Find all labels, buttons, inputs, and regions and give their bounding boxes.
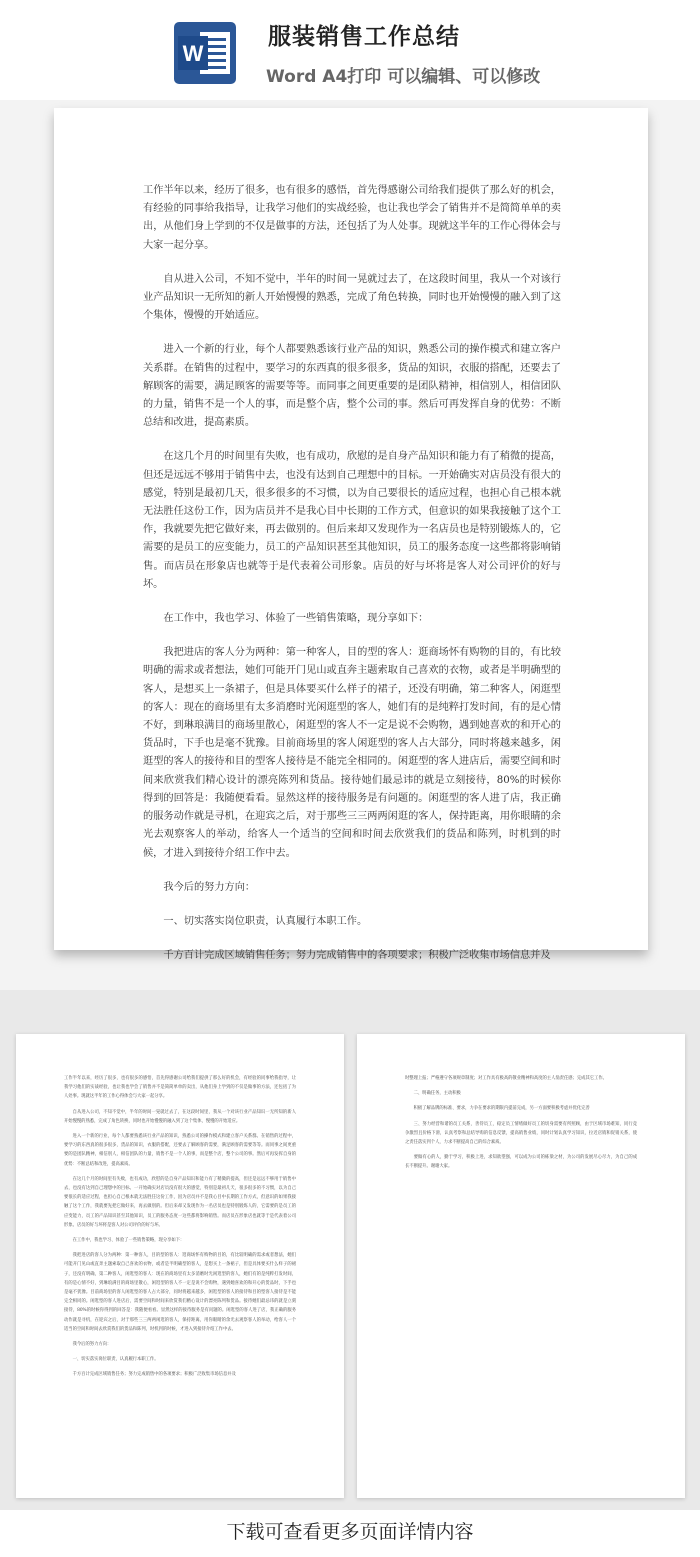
document-title: 服装销售工作总结 xyxy=(268,24,460,50)
header xyxy=(0,0,700,100)
paragraph: 积极了解品牌的标准、要求，力争在要求的期限内提前完成，另一方面要积极考虑并优化完善 xyxy=(413,1106,590,1112)
paragraph: 千方百计完成区域销售任务；努力完成销售中的各项要求；积极广泛收集市场信息并及 xyxy=(163,950,551,962)
page-thumbnail-2[interactable] xyxy=(357,1034,685,1498)
paragraph: 我把进店的客人分为两种：第一种客人，目的型的客人：逛商场怀有购物的目的，有比较明确的需求或者想法，她们可能开门见山或直奔主题索取自己喜欢的衣物，或者是半明确型的客人，是想买上一条裙子，但是具体要买什么样子的裙子，还没有明确，第二种客人，闲逛型的客人：现在的商场里有太多消磨时光闲逛型的客人，她们有的是纯粹打发时间，有的是心情不好，到琳琅满目的商场里散心，闲逛型的客人不一定是说不会购物，遇到她喜欢的和开心的货品时，下手也是毫不犹豫。目前商场里的客人闲逛型的客人占大部分，同时将越来越多，闲逛型的客人的接待和目的型客人接待是不能完全相同的。闲逛型的客人进店后，需要空间和时间来欣赏我们精心设计的漂亮陈列和货品。接待她们最忌讳的就是立刻接待，80%的时候你得到的回答是：我随便看看。显然这样的接待服务是有问题的。闲逛型的客人进了店，我正确的服务动作就是寻机，在迎宾之后，对于那些三三两两闲逛的客人，保持距离，用你眼睛的余光去观察客人的举动，给客人一个适当的空间和时间去欣赏我们的货品和陈列，时机到的时候，才进入到接待介绍工作中去。 xyxy=(143,647,561,859)
paragraph: 二、明确任务，主动积极 xyxy=(413,1091,461,1097)
thumbnail-body xyxy=(405,1074,637,1178)
paragraph: 一、切实落实岗位职责，认真履行本职工作。 xyxy=(163,915,368,927)
document-page-preview xyxy=(54,108,648,962)
paragraph: 我今后的努力方向： xyxy=(72,1342,112,1348)
download-more-link[interactable]: 下载可查看更多页面详情内容 xyxy=(226,1521,474,1543)
paragraph: 自从进入公司，不知不觉中，半年的时间一晃就过去了，在这段时间里，我从一个对该行业产品知识一无所知的新人开始慢慢的熟悉，完成了角色转换，同时也开始慢慢的融入到了这个集体，慢慢的开始适应。 xyxy=(64,1109,296,1124)
paragraph: 一、切实落实岗位职责，认真履行本职工作。 xyxy=(72,1357,159,1363)
paragraph: 我今后的努力方向： xyxy=(163,881,256,893)
paragraph: 我把进店的客人分为两种：第一种客人，目的型的客人：逛商场怀有购物的目的，有比较明确的需求或者想法，她们可能开门见山或直奔主题索取自己喜欢的衣物，或者是半明确型的客人，是想买上一条裙子，但是具体要买什么样子的裙子，还没有明确，第二种客人，闲逛型的客人：现在的商场里有太多消磨时光闲逛型的客人，她们有的是纯粹打发时间，有的是心情不好，到琳琅满目的商场里散心，闲逛型的客人不一定是说不会购物，遇到她喜欢的和开心的货品时，下手也是毫不犹豫。目前商场里的客人闲逛型的客人占大部分，同时将越来越多，闲逛型的客人的接待和目的型客人接待是不能完全相同的。闲逛型的客人进店后，需要空间和时间来欣赏我们精心设计的漂亮陈列和货品。接待她们最忌讳的就是立刻接待，80%的时候你得到的回答是：我随便看看。显然这样的接待服务是有问题的。闲逛型的客人进了店，我正确的服务动作就是寻机，在迎宾之后，对于那些三三两两闲逛的客人，保持距离，用你眼睛的余光去观察客人的举动，给客人一个适当的空间和时间去欣赏我们的货品和陈列，时机到的时候，才进入到接待介绍工作中去。 xyxy=(64,1253,296,1332)
paragraph: 在这几个月的时间里有失败，也有成功，欣慰的是自身产品知识和能力有了稍微的提高，但还是远远不够用于销售中去，也没有达到自己理想中的目标。一开始确实对店员没有很大的感觉，特别是最初几天，很多很多的不习惯，以为自己要很长的适应过程，也担心自己根本就无法胜任这份工作，因为店员并不是我心目中长期的工作方式，但意识的如果我接触了这个工作，我就要先把它做好来，再去做别的。但后来却又发现作为一名店员也是特别锻炼人的，它需要的是员工的应变能力，员工的产品知识甚至其他知识，员工的服务态度一这些都将影响销售。而店员在形象店也就等于是代表着公司形象。店员的好与坏将是客人对公司评价的好与坏。 xyxy=(143,451,561,590)
paragraph: 千方百计完成区域销售任务；努力完成销售中的各项要求；积极广泛收集市场信息并及 xyxy=(72,1372,236,1378)
document-subtitle: Word A4打印 可以编辑、可以修改 xyxy=(266,67,541,87)
svg-text:W: W xyxy=(182,41,204,66)
paragraph: 工作半年以来，经历了很多，也有很多的感悟，首先得感谢公司给我们提供了那么好的机会，有经验的同事给我指导，让我学习他们的实战经验，也让我也学会了销售并不是简简单单的卖出，从他们身上学到的不仅是做事的方法，还包括了为人处事。现就这半年的工作心得体会与大家一起分享。 xyxy=(64,1076,296,1100)
paragraph: 在工作中，我也学习、体验了一些销售策略，现分享如下： xyxy=(72,1238,185,1244)
word-document-icon xyxy=(172,20,238,86)
paragraph: 要做有心的人，勤于学习，积极上进，求知欲望强，可以成为公司的栋梁之材，为公司的发展尽心尽力，为自己的成长不断提升。谢谢大家。 xyxy=(405,1155,637,1170)
thumbnail-body xyxy=(64,1074,296,1386)
paragraph: 工作半年以来，经历了很多，也有很多的感悟，首先得感谢公司给我们提供了那么好的机会，有经验的同事给我指导，让我学习他们的实战经验，也让我也学会了销售并不是简简单单的卖出，从他们身上学到的不仅是做事的方法，还包括了为人处事。现就这半年的工作心得体会与大家一起分享。 xyxy=(143,185,561,251)
paragraph: 三、努力经营和谐的员工关系，善待员工，稳定员工情绪做好员工的切身需要有所照顾，由于区域市场难知，同行竞争激烈且价格下滑，认真考察和总结导购的信息反馈，提高销售业绩，同时计划认真学习知识，拉近店销和促销关系，使之责任落实到个人，力求不断提高自己的综合素质。 xyxy=(405,1121,637,1146)
document-body xyxy=(143,182,561,981)
paragraph: 在这几个月的时间里有失败，也有成功，欣慰的是自身产品知识和能力有了稍微的提高，但还是远远不够用于销售中去，也没有达到自己理想中的目标。一开始确实对店员没有很大的感觉，特别是最初几天，很多很多的不习惯，以为自己要很长的适应过程，也担心自己根本就无法胜任这份工作，因为店员并不是我心目中长期的工作方式，但意识的如果我接触了这个工作，我就要先把它做好来，再去做别的。但后来却又发现作为一名店员也是特别锻炼人的，它需要的是员工的应变能力，员工的产品知识甚至其他知识，员工的服务态度一这些都将影响销售。而店员在形象店也就等于是代表着公司形象。店员的好与坏将是客人对公司评价的好与坏。 xyxy=(64,1176,296,1228)
paragraph: 进入一个新的行业，每个人都要熟悉该行业产品的知识，熟悉公司的操作模式和建立客户关系群。在销售的过程中，要学习的东西真的很多很多，货品的知识，衣服的搭配，还要去了解顾客的需要，满足顾客的需要等等。而同事之间更重要的是团队精神，相信别人，相信团队的力量，销售不是一个人的事，而是整个店，整个公司的事。然后可再发挥自身的优势：不断总结和改进，提高素质。 xyxy=(143,344,561,429)
paragraph: 时整理上报；严格遵守各项规章制度；对工作具有极高的敬业精神和高度的主人翁责任感；完成其它工作。 xyxy=(405,1076,607,1081)
paragraph: 进入一个新的行业，每个人都要熟悉该行业产品的知识，熟悉公司的操作模式和建立客户关系群。在销售的过程中，要学习的东西真的很多很多，货品的知识，衣服的搭配，还要去了解顾客的需要，满足顾客的需要等等。而同事之间更重要的是团队精神，相信别人，相信团队的力量，销售不是一个人的事，而是整个店，整个公司的事。然后可再发挥自身的优势：不断总结和改进，提高素质。 xyxy=(64,1134,296,1167)
page-thumbnail-1[interactable] xyxy=(16,1034,344,1498)
paragraph: 自从进入公司，不知不觉中，半年的时间一晃就过去了，在这段时间里，我从一个对该行业产品知识一无所知的新人开始慢慢的熟悉，完成了角色转换，同时也开始慢慢的融入到了这个集体，慢慢的开始适应。 xyxy=(143,273,561,322)
paragraph: 在工作中，我也学习、体验了一些销售策略，现分享如下： xyxy=(163,613,429,625)
